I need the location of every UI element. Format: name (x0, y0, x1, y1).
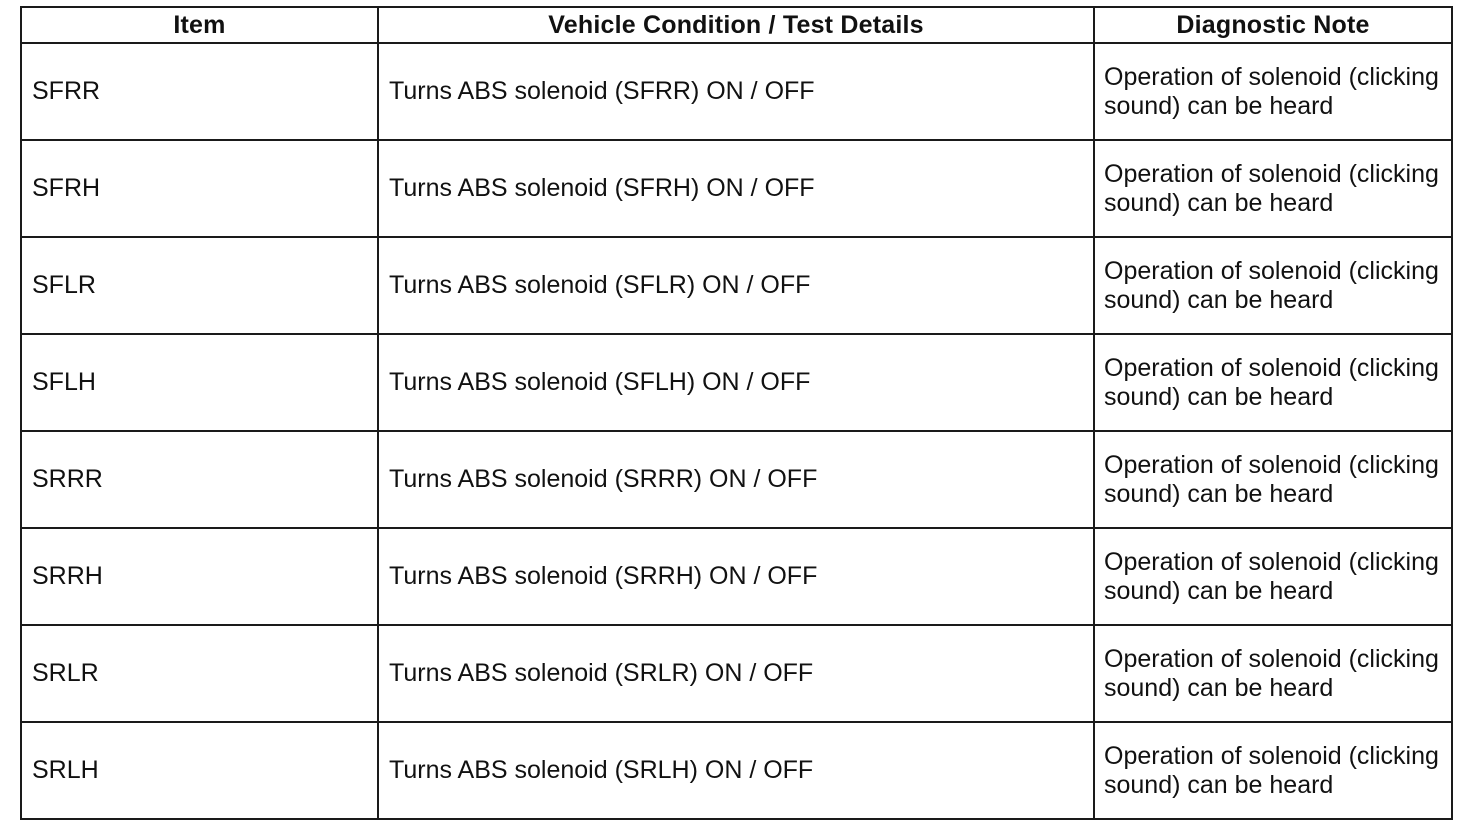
header-condition: Vehicle Condition / Test Details (378, 7, 1094, 43)
condition-cell: Turns ABS solenoid (SFLR) ON / OFF (378, 237, 1094, 334)
table-row (21, 140, 1452, 237)
note-text: Operation of solenoid (clicking sound) can be heard (1104, 741, 1439, 799)
note-cell (1094, 528, 1452, 625)
table-header-row (21, 7, 1452, 43)
note-text: Operation of solenoid (clicking sound) can be heard (1104, 353, 1439, 411)
note-cell (1094, 625, 1452, 722)
table-row (21, 431, 1452, 528)
item-cell: SRRH (21, 528, 378, 625)
active-test-table (20, 6, 1453, 820)
condition-cell: Turns ABS solenoid (SFRR) ON / OFF (378, 43, 1094, 140)
note-cell (1094, 43, 1452, 140)
table-row (21, 43, 1452, 140)
item-cell: SFLH (21, 334, 378, 431)
note-cell (1094, 431, 1452, 528)
item-cell: SFRH (21, 140, 378, 237)
condition-cell: Turns ABS solenoid (SRLR) ON / OFF (378, 625, 1094, 722)
condition-cell: Turns ABS solenoid (SRLH) ON / OFF (378, 722, 1094, 819)
table-row (21, 334, 1452, 431)
note-cell (1094, 334, 1452, 431)
note-cell (1094, 140, 1452, 237)
active-test-table-container (20, 6, 1451, 820)
header-note: Diagnostic Note (1094, 7, 1452, 43)
header-item: Item (21, 7, 378, 43)
condition-cell: Turns ABS solenoid (SRRR) ON / OFF (378, 431, 1094, 528)
condition-cell: Turns ABS solenoid (SFRH) ON / OFF (378, 140, 1094, 237)
item-cell: SFLR (21, 237, 378, 334)
note-text: Operation of solenoid (clicking sound) can be heard (1104, 256, 1439, 314)
note-cell (1094, 237, 1452, 334)
table-row (21, 528, 1452, 625)
table-row (21, 237, 1452, 334)
note-text: Operation of solenoid (clicking sound) can be heard (1104, 644, 1439, 702)
table-row (21, 722, 1452, 819)
note-cell (1094, 722, 1452, 819)
condition-cell: Turns ABS solenoid (SFLH) ON / OFF (378, 334, 1094, 431)
note-text: Operation of solenoid (clicking sound) can be heard (1104, 450, 1439, 508)
note-text: Operation of solenoid (clicking sound) can be heard (1104, 62, 1439, 120)
item-cell: SRLH (21, 722, 378, 819)
item-cell: SRRR (21, 431, 378, 528)
table-row (21, 625, 1452, 722)
item-cell: SFRR (21, 43, 378, 140)
note-text: Operation of solenoid (clicking sound) can be heard (1104, 159, 1439, 217)
item-cell: SRLR (21, 625, 378, 722)
note-text: Operation of solenoid (clicking sound) can be heard (1104, 547, 1439, 605)
condition-cell: Turns ABS solenoid (SRRH) ON / OFF (378, 528, 1094, 625)
